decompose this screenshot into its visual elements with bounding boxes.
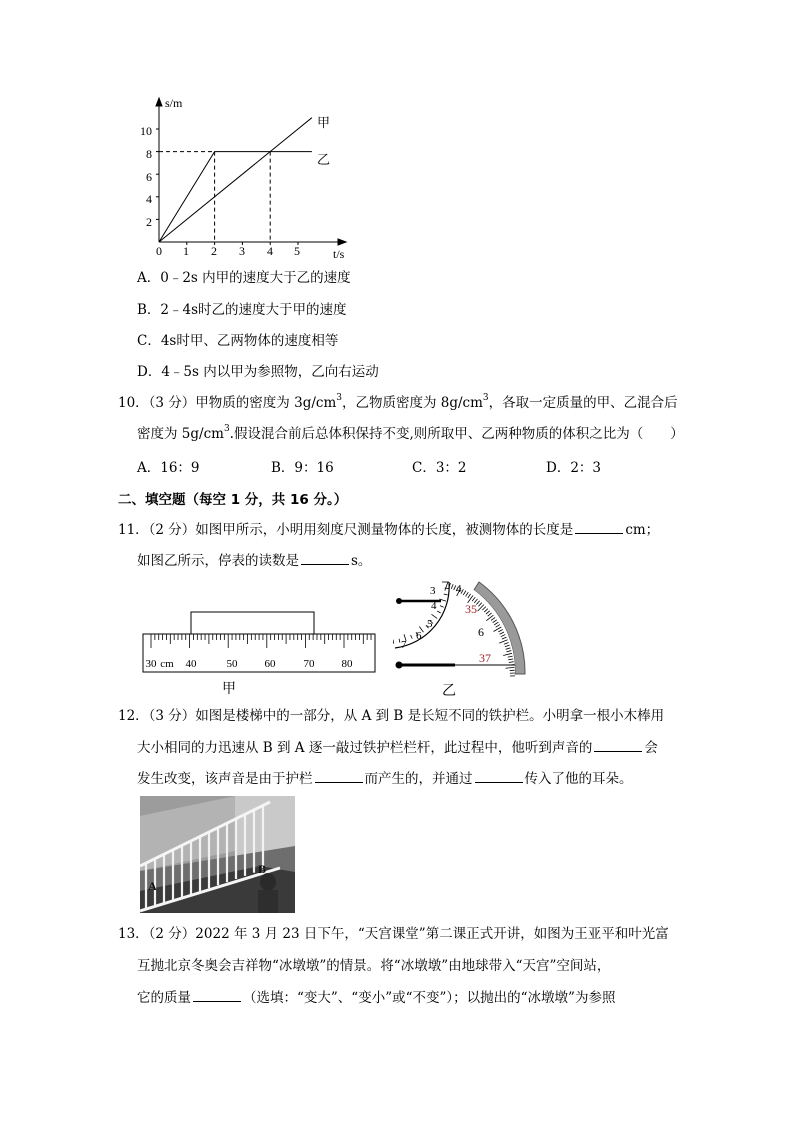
x-axis-label: t/s: [333, 247, 345, 261]
q11-line2: [137, 550, 371, 571]
answer-blank[interactable]: [475, 768, 523, 783]
stopwatch-figure: [393, 578, 528, 678]
y-tick-label: 2: [146, 215, 152, 229]
answer-blank[interactable]: [315, 768, 363, 783]
x-tick-label: 4: [267, 244, 273, 258]
hand-pivot: [396, 598, 402, 604]
q12-text: 而产生的，并通过: [364, 771, 473, 787]
y-tick-label: 10: [140, 124, 152, 138]
q10-text: 10．（3 分）甲物质的密度为 3g/cm: [118, 395, 337, 411]
second-label: 37: [479, 651, 491, 665]
series-line-jia: [159, 118, 312, 242]
caption-yi: 乙: [442, 683, 456, 699]
section-heading: 二、填空题（每空 1 分，共 16 分。）: [118, 492, 348, 508]
q10-text: ，乙物质密度为 8g/cm: [341, 395, 483, 411]
answer-blank[interactable]: [575, 519, 623, 534]
minute-label: 7: [401, 639, 407, 651]
minute-tick: [444, 594, 448, 595]
q13-line3: [137, 987, 615, 1008]
x-tick-label: 5: [294, 244, 300, 258]
q12-line3: [137, 768, 633, 789]
q10-line1: [118, 393, 678, 413]
minute-label-top: 4: [456, 583, 462, 595]
q10-text: 密度为 5g/cm: [137, 426, 224, 442]
q9-option-d: D．4﹣5s 内以甲为参照物，乙向右运动: [137, 364, 379, 380]
caption-jia: 甲: [222, 681, 236, 697]
q12-text: 发生改变，该声音是由于护栏: [137, 771, 313, 787]
y-axis-arrow: [156, 98, 162, 106]
ruler-label: 70: [303, 658, 315, 670]
second-tick: [445, 582, 448, 590]
q13-line2: 互抛北京冬奥会吉祥物“冰墩墩”的情景。将“冰墩墩”由地球带入“天宫”空间站，: [137, 958, 611, 974]
minute-label: 3: [430, 585, 436, 597]
q12-text: 传入了他的耳朵。: [524, 771, 633, 787]
ruler-label: 40: [185, 658, 197, 670]
answer-blank[interactable]: [301, 550, 349, 565]
photo-label-a: A: [148, 879, 157, 893]
stair-railing-photo: [140, 796, 295, 913]
q10-line2: [137, 424, 684, 444]
minute-label: 6: [416, 630, 422, 642]
ruler-unit: cm: [160, 658, 174, 670]
minute-label: 5: [427, 618, 433, 630]
q11-text: 如图乙所示，停表的读数是: [137, 553, 299, 569]
q11-text: 11．（2 分）如图甲所示，小明用刻度尺测量物体的长度，被测物体的长度是: [118, 522, 574, 538]
minute-tick: [411, 635, 413, 639]
minute-label: 4: [431, 600, 437, 612]
x-tick-label: 0: [156, 244, 162, 258]
y-tick-label: 4: [146, 192, 152, 206]
measured-object: [191, 612, 314, 634]
series-line-yi: [159, 152, 312, 242]
q13-text: 它的质量: [137, 990, 191, 1006]
y-tick-label: 8: [146, 147, 152, 161]
q13-text: （选填：“变大”、“变小”或“不变”）；以抛出的“冰墩墩”为参照: [243, 990, 616, 1006]
ruler-label: 30: [145, 658, 157, 670]
answer-blank[interactable]: [193, 987, 241, 1002]
q10-text: ，各取一定质量的甲、乙混合后: [488, 395, 678, 411]
photo-label-b: B: [258, 862, 267, 876]
answer-blank[interactable]: [594, 737, 642, 752]
q12-line2: [137, 737, 658, 758]
superscript: 3: [223, 424, 230, 434]
second-label: 35: [465, 602, 477, 616]
q11-text: cm；: [625, 522, 660, 538]
minute-tick: [437, 611, 440, 613]
q12-text: 会: [644, 740, 658, 756]
ruler-label: 80: [341, 658, 353, 670]
series-label-yi: 乙: [317, 152, 331, 167]
minute-tick: [440, 606, 444, 608]
hand-pivot: [396, 662, 403, 669]
ruler-label: 50: [226, 658, 238, 670]
q10-option-c: C．3：2: [412, 460, 467, 476]
ruler-label: 60: [264, 658, 276, 670]
q10-option-a: A．16：9: [137, 460, 200, 476]
second-tick: [451, 584, 453, 589]
x-axis-arrow: [338, 239, 346, 245]
minute-tick: [399, 639, 400, 643]
second-label: 6: [478, 625, 484, 639]
q9-option-a: A．0﹣2s 内甲的速度大于乙的速度: [137, 270, 351, 286]
x-tick-label: 1: [183, 244, 189, 258]
q11-line1: [118, 519, 659, 540]
q9-option-c: C．4s时甲、乙两物体的速度相等: [137, 333, 339, 349]
q12-text: 大小相同的力迅速从 B 到 A 逐一敲过铁护栏栏杆，此过程中，他听到声音的: [137, 740, 593, 756]
x-tick-label: 2: [211, 244, 217, 258]
y-tick-label: 6: [146, 170, 152, 184]
q10-option-d: D．2：3: [546, 460, 602, 476]
q10-option-b: B．9：16: [271, 460, 334, 476]
q12-line1: 12．（3 分）如图是楼梯中的一部分，从 A 到 B 是长短不同的铁护栏。小明拿一根小木棒用: [118, 708, 665, 724]
q10-text: .假设混合前后总体积保持不变,则所取甲、乙两种物质的体积之比为（ ）: [229, 426, 684, 442]
s-t-graph: [135, 95, 350, 265]
q13-line1: 13．（2 分）2022 年 3 月 23 日下午，“天宫课堂”第二课正式开讲，如图为王亚平和叶光富: [118, 926, 669, 942]
superscript: 3: [482, 393, 489, 403]
x-tick-label: 3: [239, 244, 245, 258]
q9-option-b: B．2﹣4s时乙的速度大于甲的速度: [137, 302, 347, 318]
superscript: 3: [336, 393, 342, 403]
series-label-jia: 甲: [317, 115, 331, 130]
q11-text: s。: [351, 553, 372, 569]
y-axis-label: s/m: [165, 96, 183, 110]
ruler-figure: [140, 610, 380, 675]
